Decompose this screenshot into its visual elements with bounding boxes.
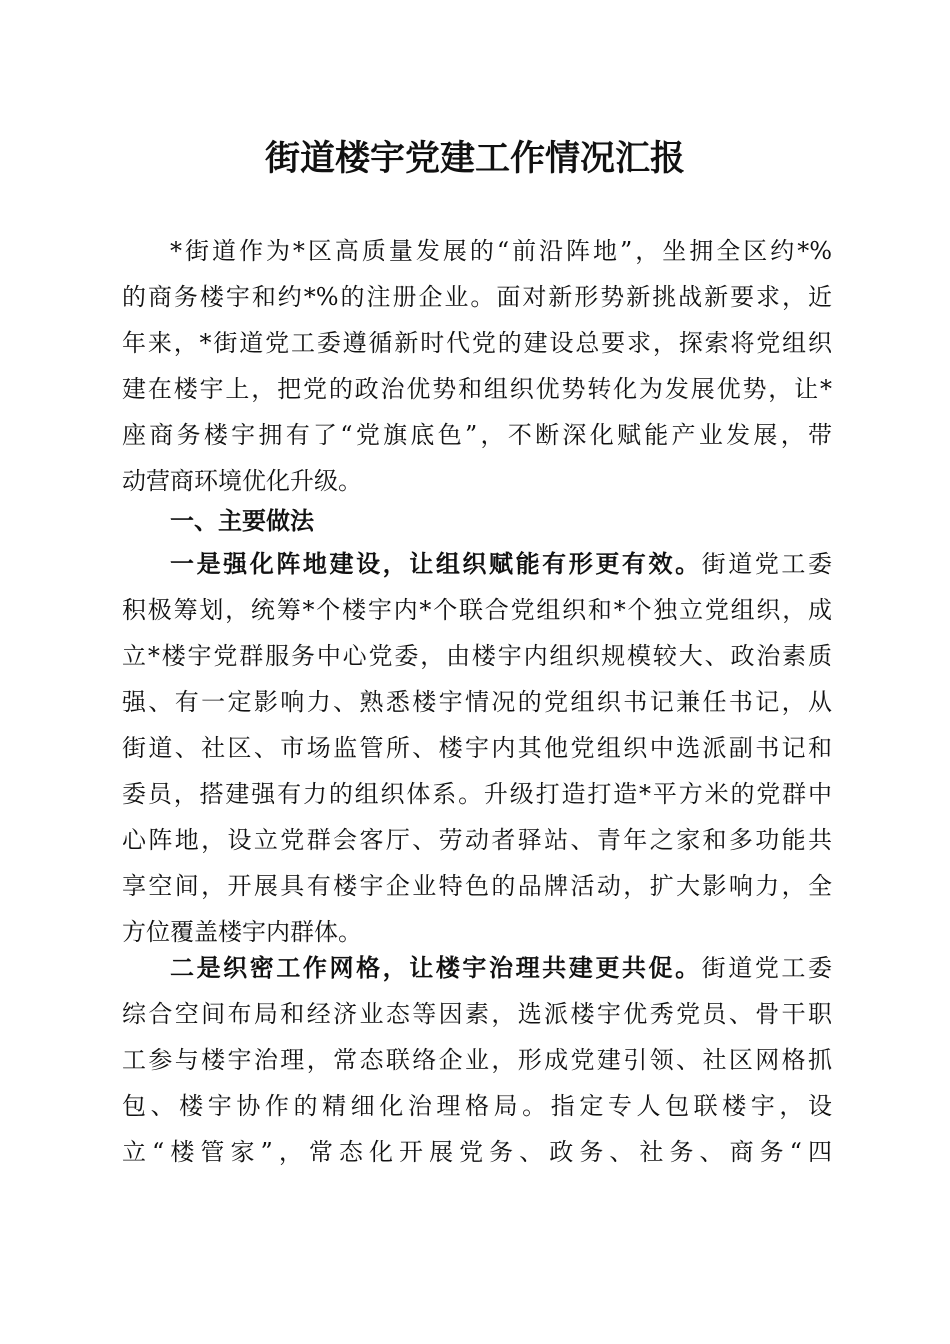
paragraph-line: 工参与楼宇治理，常态联络企业，形成党建引领、社区网格抓 bbox=[122, 1046, 832, 1074]
paragraph-line: *街道作为*区高质量发展的“前沿阵地”，坐拥全区约*% bbox=[170, 237, 832, 265]
section-heading: 一、主要做法 bbox=[170, 507, 314, 535]
paragraph-line: 年来，*街道党工委遵循新时代党的建设总要求，探索将党组织 bbox=[122, 329, 832, 357]
paragraph-line: 享空间，开展具有楼宇企业特色的品牌活动，扩大影响力，全 bbox=[122, 872, 832, 900]
item1-paragraph bbox=[122, 541, 832, 955]
item2-paragraph bbox=[122, 945, 832, 1175]
paragraph-line: 街道、社区、市场监管所、楼宇内其他党组织中选派副书记和 bbox=[122, 734, 832, 762]
paragraph-line bbox=[122, 945, 832, 991]
item1-lead: 一是强化阵地建设，让组织赋能有形更有效。 bbox=[170, 549, 702, 578]
paragraph-line: 强、有一定影响力、熟悉楼宇情况的党组织书记兼任书记，从 bbox=[122, 688, 832, 716]
paragraph-line: 包、楼宇协作的精细化治理格局。指定专人包联楼宇，设 bbox=[122, 1092, 832, 1120]
item2-lead: 二是织密工作网格，让楼宇治理共建更共促。 bbox=[170, 953, 702, 982]
paragraph-line: 的商务楼宇和约*%的注册企业。面对新形势新挑战新要求，近 bbox=[122, 283, 832, 311]
paragraph-line: 立“楼管家”，常态化开展党务、政务、社务、商务“四 bbox=[122, 1138, 832, 1166]
document-title: 街道楼宇党建工作情况汇报 bbox=[264, 138, 685, 179]
intro-paragraph bbox=[122, 228, 832, 504]
paragraph-line: 委员，搭建强有力的组织体系。升级打造打造*平方米的党群中 bbox=[122, 780, 832, 808]
section-heading-block bbox=[122, 498, 832, 544]
paragraph-line: 心阵地，设立党群会客厅、劳动者驿站、青年之家和多功能共 bbox=[122, 826, 832, 854]
paragraph-line: 积极筹划，统筹*个楼宇内*个联合党组织和*个独立党组织，成 bbox=[122, 596, 832, 624]
item2-first-line-rest: 街道党工委 bbox=[701, 954, 833, 982]
paragraph-line bbox=[122, 541, 832, 587]
paragraph-line: 方位覆盖楼宇内群体。 bbox=[122, 918, 362, 946]
item1-first-line-rest: 街道党工委 bbox=[701, 550, 833, 578]
paragraph-line: 动营商环境优化升级。 bbox=[122, 467, 362, 495]
paragraph-line: 建在楼宇上，把党的政治优势和组织优势转化为发展优势，让* bbox=[122, 375, 832, 403]
paragraph-line: 立*楼宇党群服务中心党委，由楼宇内组织规模较大、政治素质 bbox=[122, 642, 832, 670]
paragraph-line: 座商务楼宇拥有了“党旗底色”，不断深化赋能产业发展，带 bbox=[122, 421, 832, 449]
paragraph-line: 综合空间布局和经济业态等因素，选派楼宇优秀党员、骨干职 bbox=[122, 1000, 832, 1028]
